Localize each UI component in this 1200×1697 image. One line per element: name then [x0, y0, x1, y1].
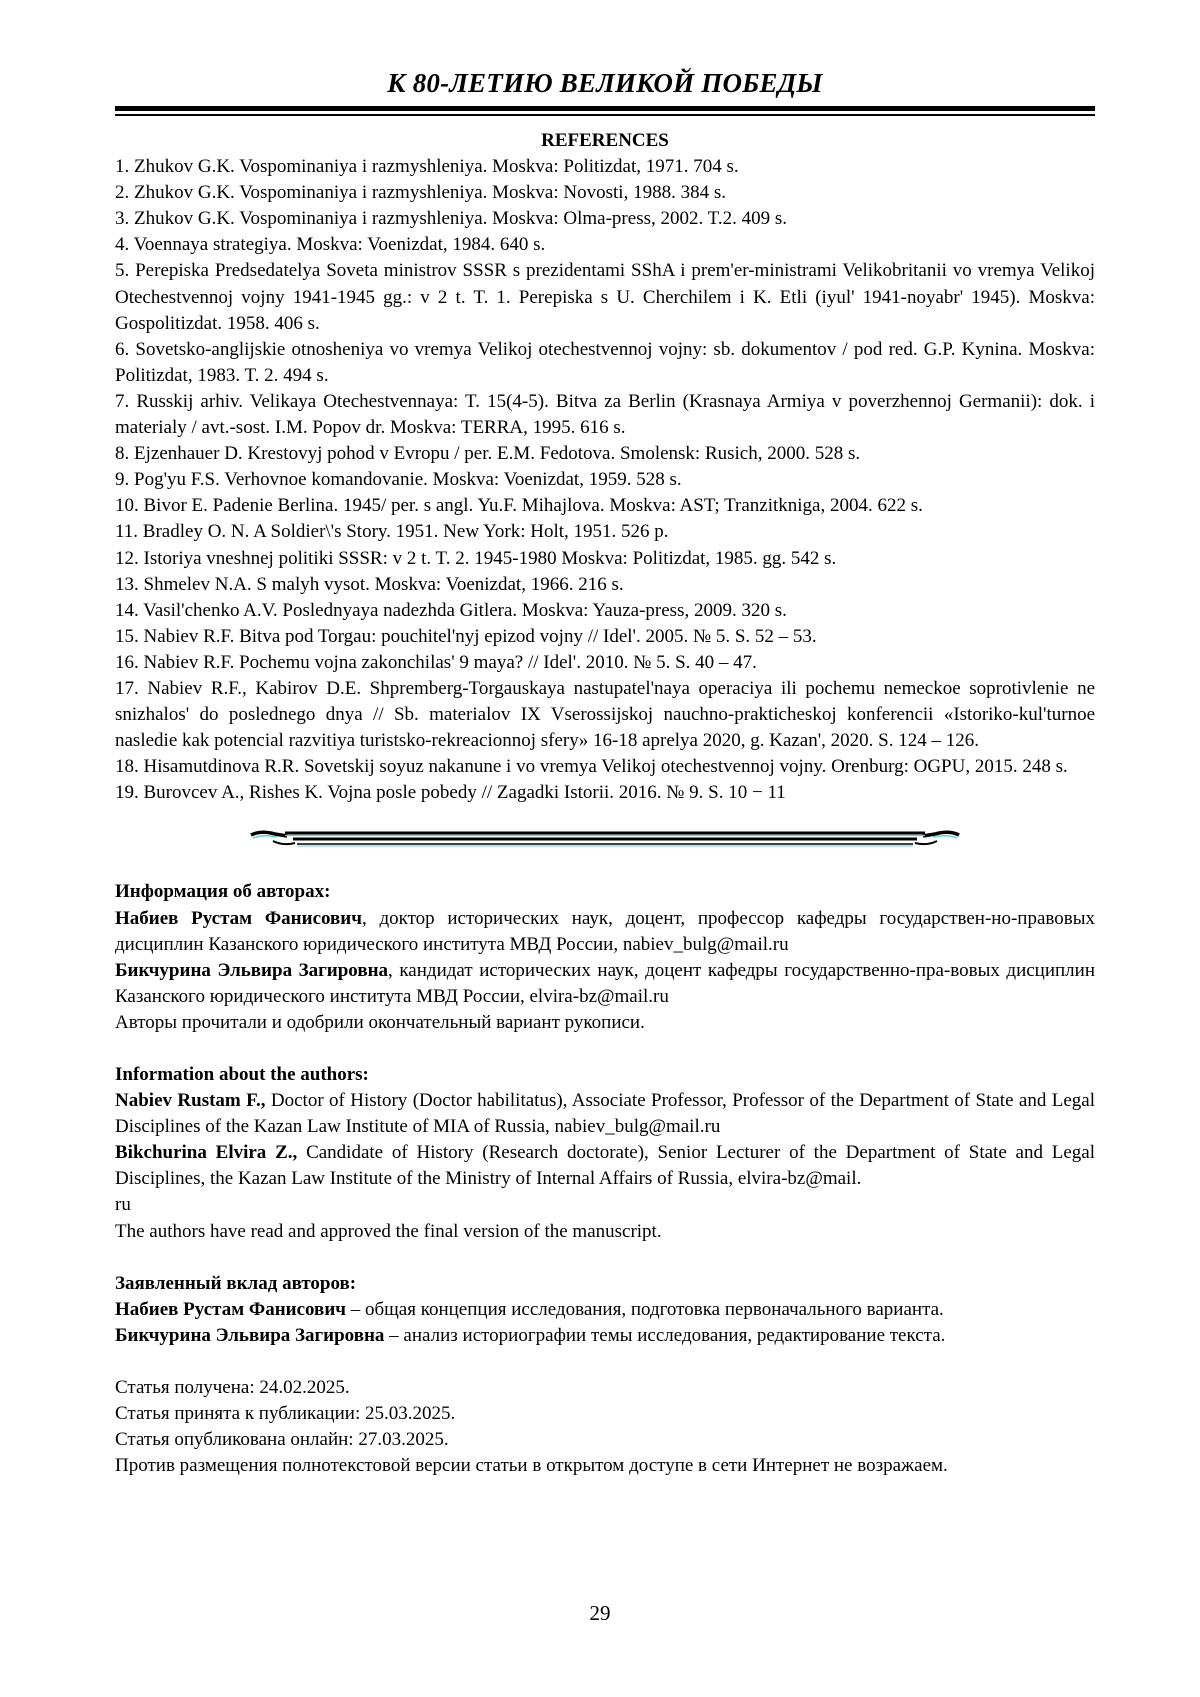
ornamental-divider	[245, 823, 965, 857]
reference-item: 15. Nabiev R.F. Bitva pod Torgau: pouchitel'nyj epizod vojny // Idel'. 2005. № 5. S. 52 – 53.	[115, 624, 1095, 650]
section-gap	[115, 1245, 1095, 1271]
reference-item: 13. Shmelev N.A. S malyh vysot. Moskva: Voenizdat, 1966. 216 s.	[115, 572, 1095, 598]
reference-item: 3. Zhukov G.K. Vospominaniya i razmyshleniya. Moskva: Olma-press, 2002. T.2. 409 s.	[115, 206, 1095, 232]
reference-item: 18. Hisamutdinova R.R. Sovetskij soyuz nakanune i vo vremya Velikoj otechestvennoj vojny. Orenburg: OGPU, 2015. 248 s.	[115, 754, 1095, 780]
open-access-consent: Против размещения полнотекстовой версии статьи в открытом доступе в сети Интернет не возражаем.	[115, 1453, 1095, 1479]
authors-en-author1-name: Nabiev Rustam F.,	[115, 1090, 266, 1111]
page-number: 29	[0, 1600, 1200, 1626]
reference-item: 11. Bradley O. N. A Soldier\'s Story. 1951. New York: Holt, 1951. 526 p.	[115, 519, 1095, 545]
reference-item: 4. Voennaya strategiya. Moskva: Voenizdat, 1984. 640 s.	[115, 232, 1095, 258]
reference-item: 6. Sovetsko-anglijskie otnosheniya vo vremya Velikoj otechestvennoj vojny: sb. dokumentov / pod red. G.P. Kynina. Moskva: Politizdat, 1983. T. 2. 494 s.	[115, 337, 1095, 389]
section-gap	[115, 1036, 1095, 1062]
contribution-author2-details: – анализ историографии темы исследования, редактирование текста.	[384, 1325, 945, 1346]
reference-item: 16. Nabiev R.F. Pochemu vojna zakonchilas' 9 maya? // Idel'. 2010. № 5. S. 40 – 47.	[115, 650, 1095, 676]
reference-item: 5. Perepiska Predsedatelya Soveta ministrov SSSR s prezidentami SShA i prem'er-ministrami Velikobritanii vo vremya Velikoj Otechestvennoj vojny 1941-1945 gg.: v 2 t. T. 1. Perepiska s U. Cherchilem i K. Etli (iyul' 1941-noyabr' 1945). Moskva: Gospolitizdat. 1958. 406 s.	[115, 258, 1095, 336]
reference-item: 14. Vasil'chenko A.V. Poslednyaya nadezhda Gitlera. Moskva: Yauza-press, 2009. 320 s.	[115, 598, 1095, 624]
references-heading: REFERENCES	[115, 128, 1095, 154]
contribution-author2-name: Бикчурина Эльвира Загировна	[115, 1325, 384, 1346]
authors-en-approval: The authors have read and approved the final version of the manuscript.	[115, 1219, 1095, 1245]
authors-en-author2-details: Candidate of History (Research doctorate), Senior Lecturer of the Department of State and Legal Disciplines, the Kazan Law Institute of the Ministry of Internal Affairs of Russia, elvira-bz@mail.	[115, 1142, 1095, 1189]
references-list	[115, 154, 1095, 806]
date-received: Статья получена: 24.02.2025.	[115, 1375, 1095, 1401]
running-header-title: К 80-ЛЕТИЮ ВЕЛИКОЙ ПОБЕДЫ	[115, 66, 1095, 100]
authors-ru-approval: Авторы прочитали и одобрили окончательный вариант рукописи.	[115, 1010, 1095, 1036]
contribution-author2	[115, 1323, 1095, 1349]
section-gap	[115, 1349, 1095, 1375]
reference-item: 17. Nabiev R.F., Kabirov D.E. Shpremberg-Torgauskaya nastupatel'naya operaciya ili pochemu nemeckoe soprotivlenie ne snizhalos' do poslednego dnya // Sb. materialov IX Vserossijskoj nauchno-prakticheskoj konferencii «Istoriko-kul'turnoe nasledie kak potencial razvitiya turistsko-rekreacionnoj sfery» 16-18 aprelya 2020, g. Kazan', 2020. S. 124 – 126.	[115, 676, 1095, 754]
reference-item: 1. Zhukov G.K. Vospominaniya i razmyshleniya. Moskva: Politizdat, 1971. 704 s.	[115, 154, 1095, 180]
authors-ru-author2-details: , кандидат исторических наук, доцент кафедры государственно-пра-вовых дисциплин Казанского юридического института МВД России, elvira-bz@mail.ru	[115, 960, 1095, 1007]
authors-en-heading: Information about the authors:	[115, 1062, 1095, 1088]
authors-ru-author1	[115, 906, 1095, 958]
reference-item: 8. Ejzenhauer D. Krestovyj pohod v Evropu / per. E.M. Fedotova. Smolensk: Rusich, 2000. 528 s.	[115, 441, 1095, 467]
authors-en-author2	[115, 1140, 1095, 1192]
authors-ru-author1-name: Набиев Рустам Фанисович	[115, 908, 362, 929]
reference-item: 12. Istoriya vneshnej politiki SSSR: v 2 t. T. 2. 1945-1980 Moskva: Politizdat, 1985. gg. 542 s.	[115, 546, 1095, 572]
authors-ru-author2-name: Бикчурина Эльвира Загировна	[115, 960, 388, 981]
date-published: Статья опубликована онлайн: 27.03.2025.	[115, 1427, 1095, 1453]
authors-ru-author2	[115, 958, 1095, 1010]
authors-en-author1-details: Doctor of History (Doctor habilitatus), Associate Professor, Professor of the Department of State and Legal Disciplines of the Kazan Law Institute of MIA of Russia, nabiev_bulg@mail.ru	[115, 1090, 1095, 1137]
header-rule-thick	[115, 106, 1095, 111]
contribution-heading: Заявленный вклад авторов:	[115, 1271, 1095, 1297]
reference-item: 7. Russkij arhiv. Velikaya Otechestvennaya: T. 15(4-5). Bitva za Berlin (Krasnaya Armiya v poverzhennoj Germanii): dok. i materialy / avt.-sost. I.M. Popov dr. Moskva: TERRA, 1995. 616 s.	[115, 389, 1095, 441]
reference-item: 9. Pog'yu F.S. Verhovnoe komandovanie. Moskva: Voenizdat, 1959. 528 s.	[115, 467, 1095, 493]
authors-ru-author1-details: , доктор исторических наук, доцент, профессор кафедры государствен-но-правовых дисциплин Казанского юридического института МВД России, nabiev_bulg@mail.ru	[115, 908, 1095, 955]
authors-en-author2-name: Bikchurina Elvira Z.,	[115, 1142, 297, 1163]
date-accepted: Статья принята к публикации: 25.03.2025.	[115, 1401, 1095, 1427]
authors-ru-heading: Информация об авторах:	[115, 879, 1095, 905]
contribution-author1-details: – общая концепция исследования, подготовка первоначального варианта.	[346, 1299, 944, 1320]
contribution-author1-name: Набиев Рустам Фанисович	[115, 1299, 346, 1320]
contribution-author1	[115, 1297, 1095, 1323]
authors-en-author1	[115, 1088, 1095, 1140]
reference-item: 10. Bivor E. Padenie Berlina. 1945/ per. s angl. Yu.F. Mihajlova. Moskva: AST; Tranzitkniga, 2004. 622 s.	[115, 493, 1095, 519]
document-page	[0, 0, 1200, 1697]
main-content	[115, 128, 1095, 1479]
reference-item: 19. Burovcev A., Rishes K. Vojna posle pobedy // Zagadki Istorii. 2016. № 9. S. 10 − 11	[115, 780, 1095, 806]
header-rule-thin	[115, 114, 1095, 116]
reference-item: 2. Zhukov G.K. Vospominaniya i razmyshleniya. Moskva: Novosti, 1988. 384 s.	[115, 180, 1095, 206]
authors-en-author2-continuation: ru	[115, 1192, 1095, 1218]
